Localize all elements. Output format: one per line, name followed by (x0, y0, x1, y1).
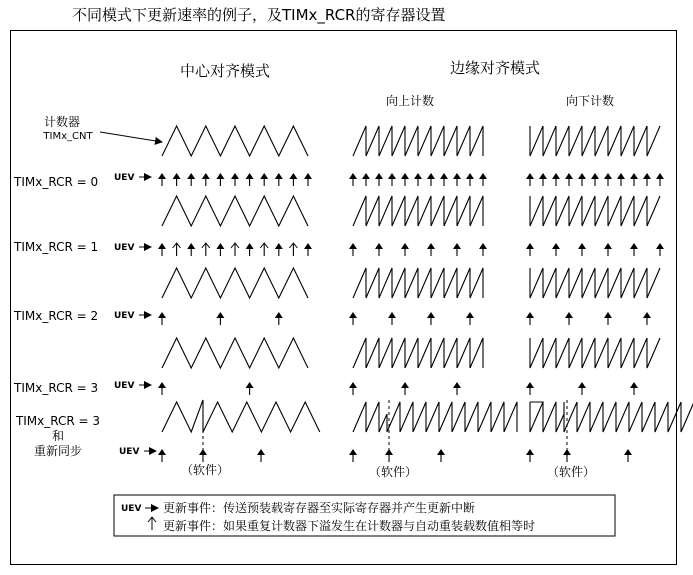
update-arrow-center-rcr0 (231, 173, 239, 186)
update-arrow-up-rcr3 (453, 382, 461, 395)
update-arrow-up-rcr1 (479, 243, 487, 256)
update-arrow-down-rcr2 (604, 312, 612, 325)
update-arrow-center-rcr1 (246, 243, 254, 256)
update-arrow-up-rcr3 (349, 382, 357, 395)
counter-wave-down-rcr0 (530, 126, 660, 156)
update-arrow-center-rcr0 (246, 173, 254, 186)
uev-marker-resync (119, 447, 156, 457)
update-arrow-down-rcr1 (604, 243, 612, 256)
counter-wave-down-rcr3 (530, 338, 660, 368)
update-arrow-down-rcr2 (643, 312, 651, 325)
update-arrow-down-rcr0 (539, 173, 547, 186)
software-label-center: （软件） (180, 463, 230, 477)
update-arrow-down-rcr0 (630, 173, 638, 186)
update-arrow-up-rcr0 (401, 173, 409, 186)
update-arrow-down-rcr1 (656, 243, 664, 256)
row-label-rcr1: TIMx_RCR = 1 (14, 240, 99, 254)
row-label-resync-1: TIMx_RCR = 3 (15, 414, 101, 428)
header-edge-aligned: 边缘对齐模式 (449, 59, 541, 77)
update-arrow-up-rcr0 (349, 173, 357, 186)
counter-waveforms (162, 126, 693, 432)
counter-label-cn: 计数器 (43, 115, 81, 129)
update-arrow-center-rcr3 (246, 382, 254, 395)
update-arrow-down-rcr0 (552, 173, 560, 186)
uev-marker-rcr2 (114, 311, 151, 321)
legend-line-2: 更新事件：如果重复计数器下溢发生在计数器与自动重装载数值相等时 (163, 519, 536, 533)
counter-wave-up-rcr2 (353, 268, 483, 298)
svg-text:UEV: UEV (114, 173, 135, 183)
update-arrow-up-rcr1 (453, 243, 461, 256)
svg-text:UEV: UEV (114, 381, 135, 391)
update-arrow-center-resync (158, 449, 166, 462)
update-arrow-center-rcr0 (275, 173, 283, 186)
row-label-resync-2: 和 (51, 429, 65, 443)
uev-marker-rcr0 (114, 173, 151, 183)
uev-marker-rcr3 (114, 381, 151, 391)
update-arrow-down-rcr1 (630, 243, 638, 256)
update-arrow-down-rcr0 (604, 173, 612, 186)
update-arrow-up-rcr2 (466, 312, 474, 325)
counter-wave-center-rcr1 (162, 196, 308, 226)
update-arrow-up-resync (437, 449, 445, 462)
software-label-down: （软件） (546, 465, 596, 479)
update-arrow-up-rcr2 (388, 312, 396, 325)
update-arrow-center-rcr1 (187, 243, 195, 256)
update-arrow-up-rcr1 (349, 243, 357, 256)
update-arrow-center-rcr0 (304, 173, 312, 186)
update-arrow-up-rcr0 (479, 173, 487, 186)
counter-wave-up-resync (353, 402, 517, 432)
update-arrow-down-rcr0 (565, 173, 573, 186)
update-arrow-down-resync (624, 449, 632, 462)
update-arrow-up-rcr2 (427, 312, 435, 325)
update-arrow-up-rcr1 (401, 243, 409, 256)
update-arrow-center-rcr0 (216, 173, 224, 186)
update-arrow-center-resync (257, 449, 265, 462)
update-arrow-center-rcr1 (275, 243, 283, 256)
update-arrow-up-rcr0 (427, 173, 435, 186)
row-label-rcr3: TIMx_RCR = 3 (14, 381, 99, 395)
update-arrow-down-rcr0 (591, 173, 599, 186)
update-arrow-center-rcr2 (158, 312, 166, 325)
update-arrow-down-rcr3 (526, 382, 534, 395)
update-arrow-center-rcr0 (187, 173, 195, 186)
update-arrow-center-rcr2 (216, 312, 224, 325)
figure-caption: 不同模式下更新速率的例子，及TIMx_RCR的寄存器设置 (72, 6, 446, 24)
software-label-up: （软件） (368, 465, 418, 479)
update-arrow-up-resync (349, 449, 357, 462)
header-count-up: 向上计数 (385, 94, 435, 108)
update-arrow-up-rcr3 (401, 382, 409, 395)
row-label-rcr0: TIMx_RCR = 0 (14, 175, 99, 189)
update-arrow-center-rcr0 (202, 173, 210, 186)
update-arrow-up-rcr0 (375, 173, 383, 186)
update-arrow-down-rcr1 (552, 243, 560, 256)
update-arrow-down-rcr1 (578, 243, 586, 256)
update-arrow-down-rcr0 (526, 173, 534, 186)
update-arrow-down-rcr3 (578, 382, 586, 395)
update-event-arrows (158, 173, 664, 462)
update-arrow-up-rcr1 (427, 243, 435, 256)
update-arrow-center-rcr3 (158, 382, 166, 395)
update-arrow-up-rcr0 (466, 173, 474, 186)
update-arrow-center-rcr0 (289, 173, 297, 186)
legend-line-1: 更新事件：传送预装载寄存器至实际寄存器并产生更新中断 (163, 501, 476, 515)
update-arrow-center-rcr1 (158, 243, 166, 256)
update-arrow-up-rcr0 (362, 173, 370, 186)
underflow-arrow-center-rcr1 (289, 243, 297, 256)
update-arrow-up-rcr0 (453, 173, 461, 186)
counter-wave-center-rcr2 (162, 268, 308, 298)
counter-wave-center-resync (162, 400, 320, 432)
header-center-aligned: 中心对齐模式 (179, 62, 271, 80)
update-arrow-center-rcr0 (260, 173, 268, 186)
update-arrow-down-rcr0 (643, 173, 651, 186)
update-arrow-up-rcr0 (388, 173, 396, 186)
svg-text:UEV: UEV (114, 243, 135, 253)
counter-wave-center-rcr0 (162, 126, 308, 156)
legend-uev-marker: UEV (121, 504, 142, 514)
update-arrow-down-rcr2 (526, 312, 534, 325)
svg-text:UEV: UEV (119, 447, 140, 457)
update-arrow-down-rcr0 (578, 173, 586, 186)
update-arrow-center-rcr0 (173, 173, 181, 186)
update-arrow-down-resync (526, 449, 534, 462)
underflow-arrow-center-rcr1 (202, 243, 210, 256)
update-arrow-center-rcr1 (216, 243, 224, 256)
underflow-arrow-center-rcr1 (260, 243, 268, 256)
update-arrow-down-rcr1 (526, 243, 534, 256)
underflow-arrow-center-rcr1 (173, 243, 181, 256)
update-arrow-center-rcr0 (158, 173, 166, 186)
counter-wave-down-resync (530, 402, 693, 432)
legend-box (114, 495, 615, 536)
counter-wave-up-rcr1 (353, 196, 483, 226)
counter-label-reg: TIMx_CNT (43, 131, 93, 142)
update-arrow-down-rcr0 (617, 173, 625, 186)
counter-pointer-arrow (100, 132, 162, 142)
update-arrow-up-rcr0 (414, 173, 422, 186)
update-arrow-up-rcr0 (440, 173, 448, 186)
counter-wave-down-rcr2 (530, 268, 660, 298)
row-label-rcr2: TIMx_RCR = 2 (14, 309, 99, 323)
row-label-resync-3: 重新同步 (33, 444, 83, 458)
uev-marker-rcr1 (114, 243, 151, 253)
update-arrow-center-rcr1 (304, 243, 312, 256)
counter-wave-center-rcr3 (162, 338, 308, 368)
svg-text:UEV: UEV (114, 311, 135, 321)
update-arrow-down-rcr0 (656, 173, 664, 186)
update-arrow-down-rcr3 (630, 382, 638, 395)
header-count-down: 向下计数 (565, 94, 615, 108)
counter-wave-down-rcr1 (530, 196, 660, 226)
underflow-arrow-center-rcr1 (231, 243, 239, 256)
update-arrow-down-rcr2 (565, 312, 573, 325)
update-arrow-up-rcr2 (349, 312, 357, 325)
counter-wave-up-rcr0 (353, 126, 483, 156)
update-arrow-up-rcr1 (375, 243, 383, 256)
counter-wave-up-rcr3 (353, 338, 483, 368)
update-arrow-center-rcr2 (275, 312, 283, 325)
